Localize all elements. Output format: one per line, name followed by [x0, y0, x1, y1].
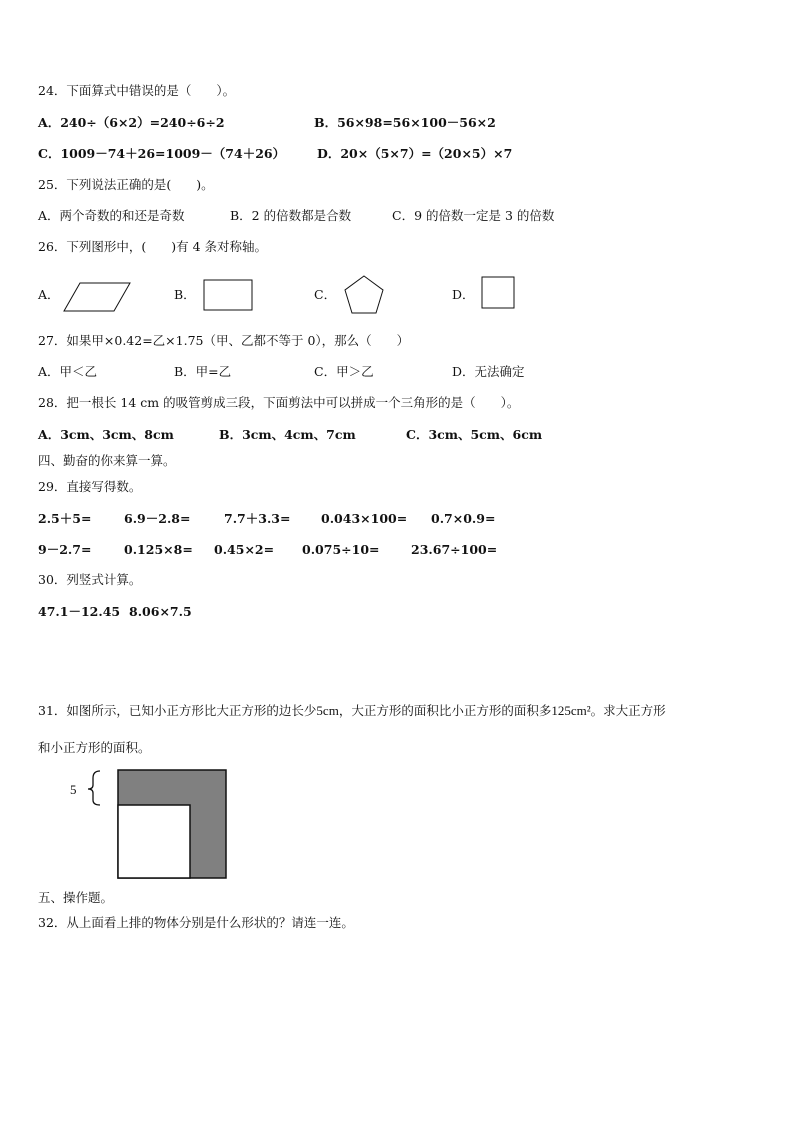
q29-item: 0.043×100= [321, 511, 408, 526]
q28-option-b: B．3cm、4cm、7cm [219, 427, 356, 442]
squares-figure [84, 768, 230, 880]
q30-stem: 30．列竖式计算。 [38, 572, 142, 587]
q26-option-a: A． [38, 287, 60, 302]
q29-item: 0.075÷10= [302, 542, 380, 557]
q29-item: 9－2.7= [38, 542, 92, 557]
q29-item: 0.7×0.9= [431, 511, 496, 526]
q29-item: 23.67÷100= [411, 542, 498, 557]
q24-option-c: C．1009－74＋26=1009－（74＋26） [38, 146, 286, 161]
q26-option-d: D． [452, 287, 475, 302]
q30-item: 47.1－12.45 [38, 604, 121, 619]
section-5-heading: 五、操作题。 [38, 890, 114, 905]
q27-option-a: A．甲＜乙 [38, 364, 98, 379]
q28-stem: 28．把一根长 14 cm 的吸管剪成三段，下面剪法中可以拼成一个三角形的是（ ）。 [38, 395, 520, 410]
q31-stem-part3: 。求大正方形 [590, 703, 666, 718]
q26-stem: 26．下列图形中，( )有 4 条对称轴。 [38, 239, 268, 254]
q29-item: 2.5＋5= [38, 511, 92, 526]
q30-item: 8.06×7.5 [129, 604, 192, 619]
q26-option-c: C． [314, 287, 337, 302]
q29-item: 0.45×2= [214, 542, 275, 557]
q26-option-b: B． [174, 287, 196, 302]
q27-option-d: D．无法确定 [452, 364, 525, 379]
square-shape [481, 276, 517, 310]
q31-unit-125cm2: 125cm² [551, 703, 591, 718]
q25-option-b: B．2 的倍数都是合数 [230, 208, 352, 223]
q27-stem: 27．如果甲×0.42=乙×1.75（甲、乙都不等于 0），那么（ ） [38, 333, 410, 348]
parallelogram-shape [62, 282, 132, 312]
q31-figure-label: 5 [70, 782, 77, 797]
q29-stem: 29．直接写得数。 [38, 479, 142, 494]
q25-stem: 25．下列说法正确的是( )。 [38, 177, 214, 192]
q31-stem-line2: 和小正方形的面积。 [38, 740, 151, 755]
q29-item: 7.7＋3.3= [224, 511, 291, 526]
q31-stem-line1 [38, 703, 666, 719]
q27-option-c: C．甲＞乙 [314, 364, 374, 379]
q32-stem: 32．从上面看上排的物体分别是什么形状的？请连一连。 [38, 915, 354, 930]
q25-option-c: C．9 的倍数一定是 3 的倍数 [392, 208, 555, 223]
q24-stem: 24．下面算式中错误的是（ ）。 [38, 83, 236, 98]
q24-option-b: B．56×98=56×100－56×2 [314, 115, 496, 130]
q29-item: 6.9－2.8= [124, 511, 191, 526]
q25-option-a: A．两个奇数的和还是奇数 [38, 208, 185, 223]
q28-option-a: A．3cm、3cm、8cm [38, 427, 174, 442]
rectangle-shape [203, 279, 255, 312]
q24-option-d: D．20×（5×7）=（20×5）×7 [317, 146, 513, 161]
q28-option-c: C．3cm、5cm、6cm [406, 427, 543, 442]
q31-unit-5cm: 5cm [316, 703, 339, 718]
q31-stem-part1: 31．如图所示，已知小正方形比大正方形的边长少 [38, 703, 317, 718]
q29-item: 0.125×8= [124, 542, 193, 557]
pentagon-shape [342, 274, 386, 316]
section-4-heading: 四、勤奋的你来算一算。 [38, 453, 176, 468]
q27-option-b: B．甲=乙 [174, 364, 232, 379]
q31-stem-part2: ，大正方形的面积比小正方形的面积多 [338, 703, 552, 718]
brace-icon [88, 771, 100, 805]
q24-option-a: A．240÷（6×2）=240÷6÷2 [38, 115, 225, 130]
small-square [118, 805, 190, 878]
